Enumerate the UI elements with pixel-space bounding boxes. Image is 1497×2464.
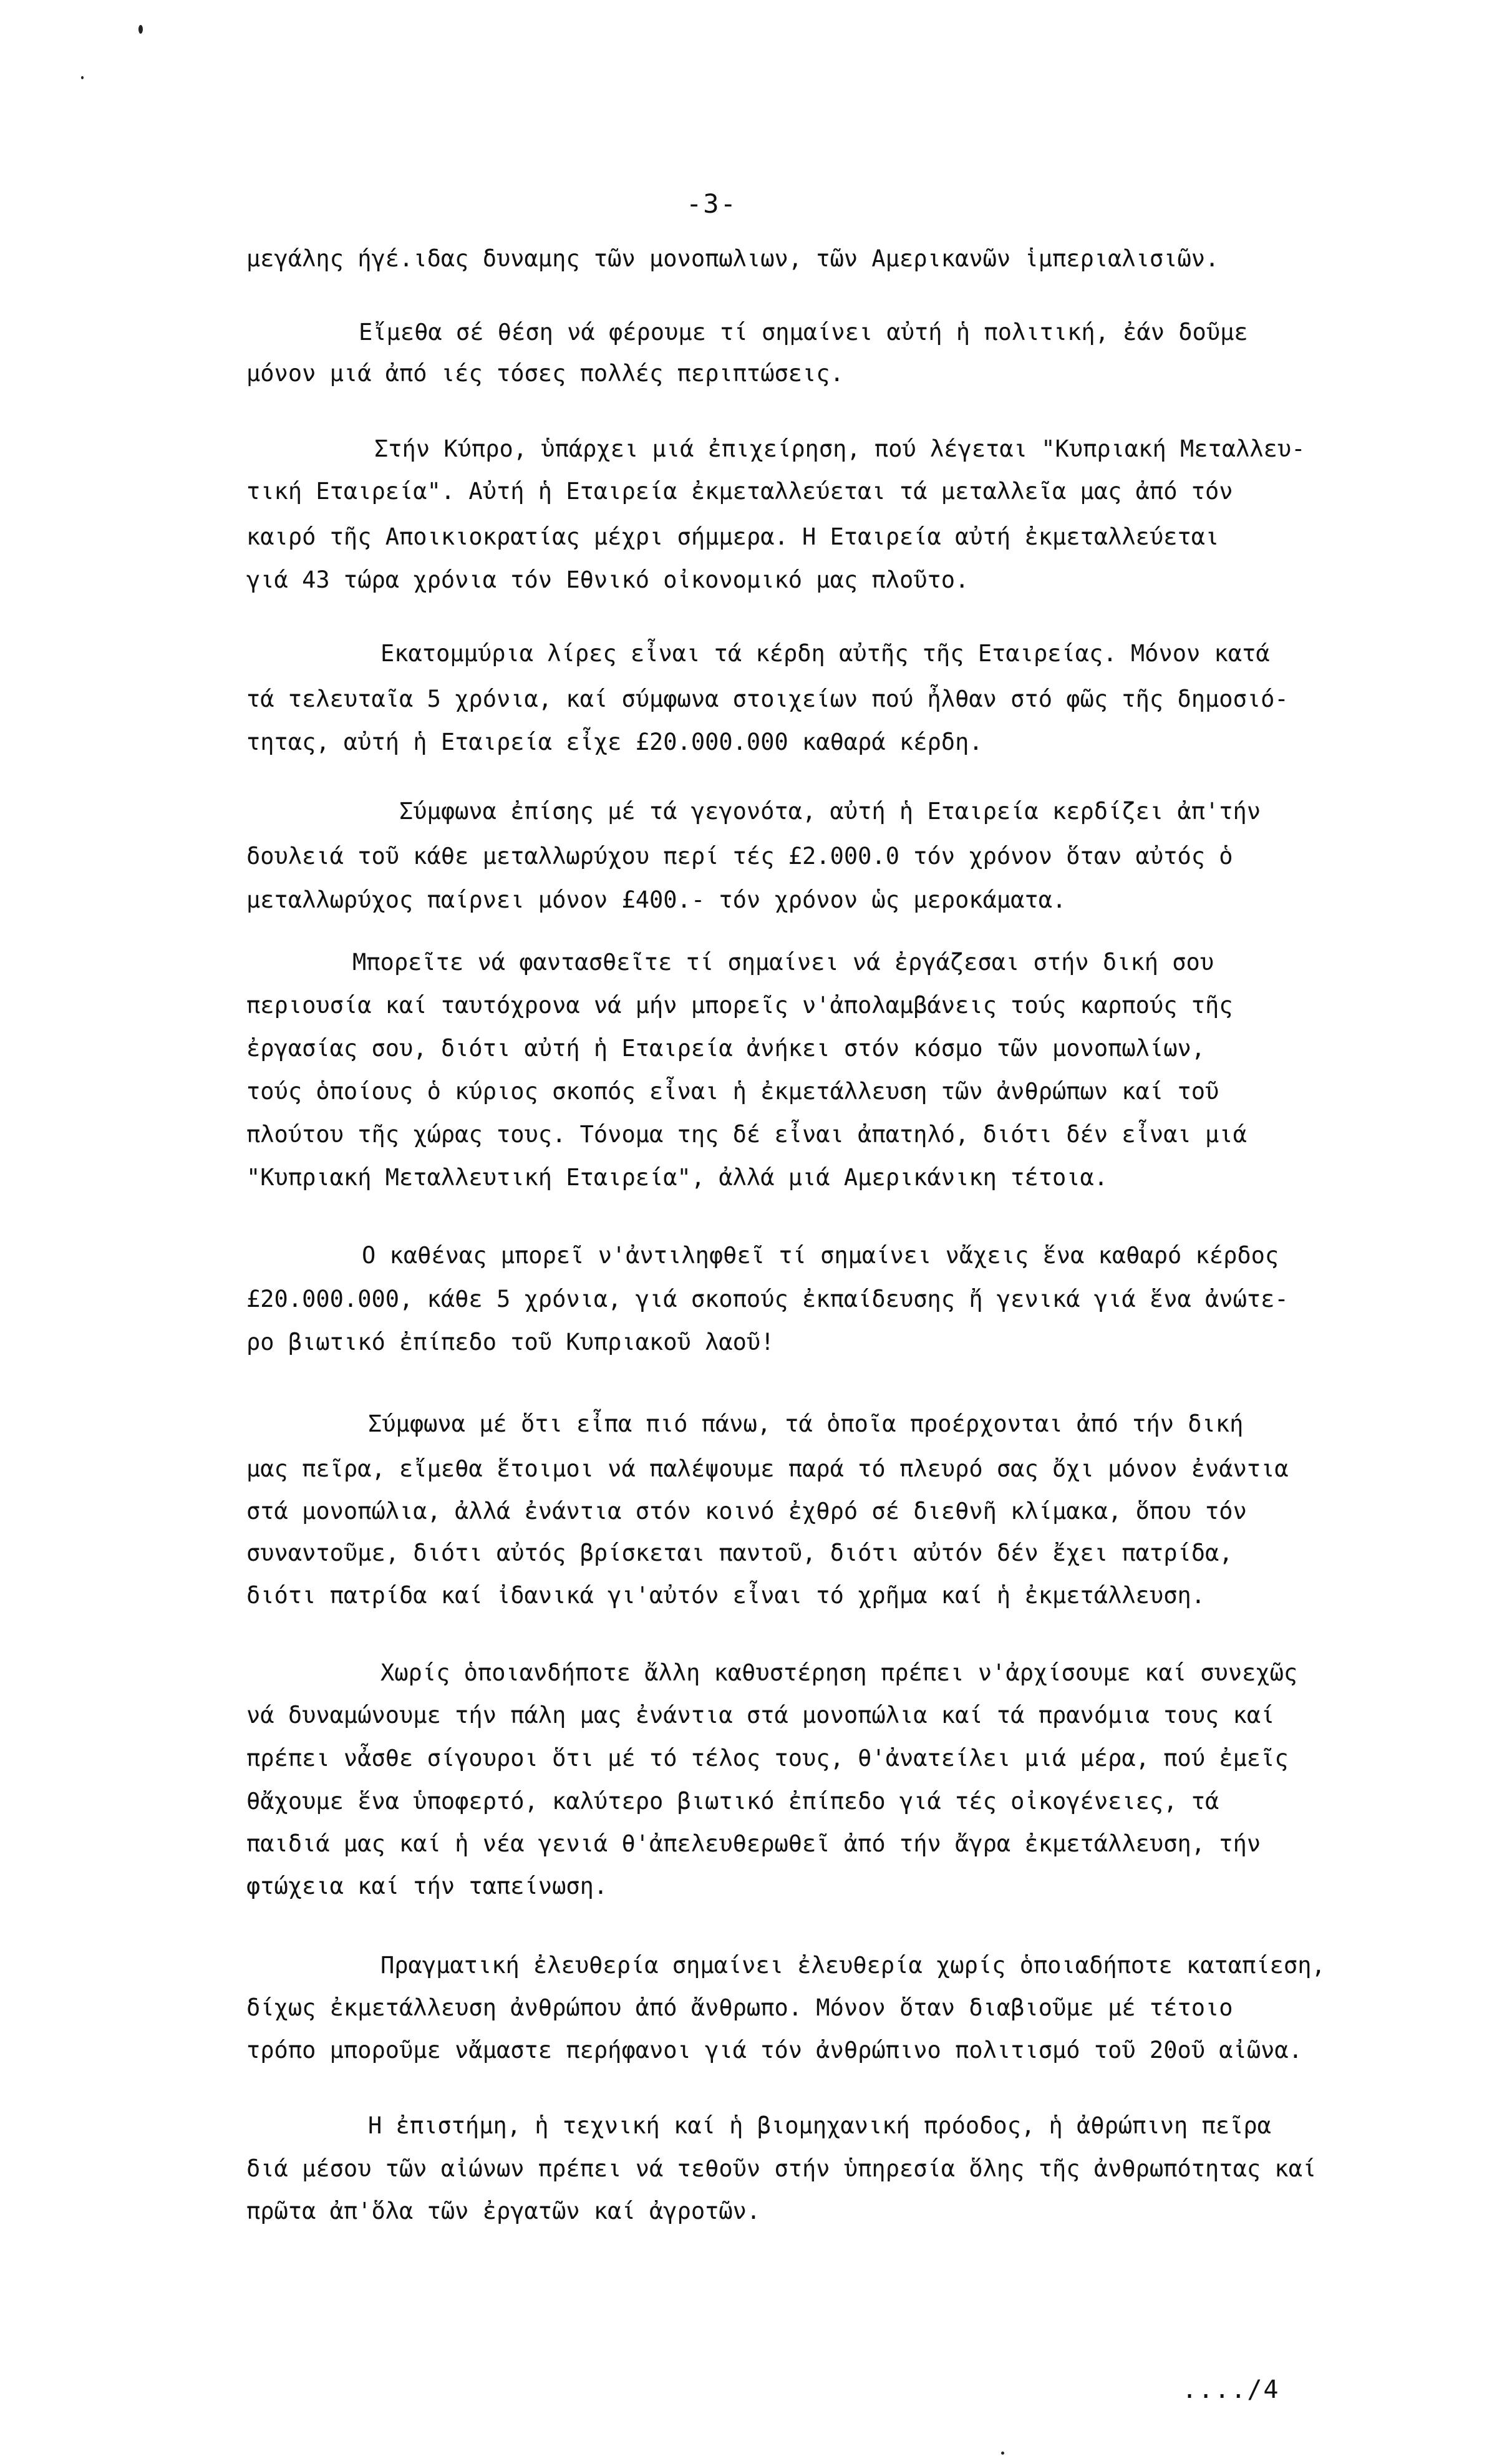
text-line: τητας, αὐτή ἡ Εταιρεία εἶχε £20.000.000 καθαρά κέρδη. [246, 729, 983, 755]
text-line: Εκατομμύρια λίρες εἶναι τά κέρδη αὐτῆς τῆς Εταιρείας. Μόνον κατά [380, 640, 1270, 667]
scan-speck [81, 76, 84, 79]
continuation-marker: ..../4 [1182, 2375, 1280, 2404]
page-number: -3- [686, 188, 737, 219]
text-line: τά τελευταῖα 5 χρόνια, καί σύμφωνα στοιχείων πού ἦλθαν στό φῶς τῆς δημοσιό- [246, 686, 1289, 712]
text-line: δίχως ἐκμετάλλευση ἀνθρώπου ἀπό ἄνθρωπο. Μόνον ὅταν διαβιοῦμε μέ τέτοιο [246, 1994, 1233, 2021]
text-line: Πραγματική ἐλευθερία σημαίνει ἐλευθερία χωρίς ὁποιαδήποτε καταπίεση, [380, 1952, 1325, 1979]
text-line: δουλειά τοῦ κάθε μεταλλωρύχου περί τές £2.000.0 τόν χρόνον ὅταν αὐτός ὁ [246, 843, 1233, 870]
scan-speck [1001, 2452, 1004, 2455]
text-line: περιουσία καί ταυτόχρονα νά μήν μπορεῖς ν'ἀπολαμβάνεις τούς καρπούς τῆς [246, 992, 1233, 1019]
text-line: πλούτου τῆς χώρας τους. Τόνομα της δέ εἶναι ἀπατηλό, διότι δέν εἶναι μιά [246, 1121, 1247, 1148]
text-line: μας πεῖρα, εἴμεθα ἕτοιμοι νά παλέψουμε παρά τό πλευρό σας ὄχι μόνον ἐνάντια [246, 1455, 1289, 1482]
text-line: νά δυναμώνουμε τήν πάλη μας ἐνάντια στά μονοπώλια καί τά πρανόμια τους καί [246, 1702, 1275, 1729]
text-line: τική Εταιρεία". Αὐτή ἡ Εταιρεία ἐκμεταλλεύεται τά μεταλλεῖα μας ἀπό τόν [246, 478, 1233, 505]
text-line: πρέπει νἆσθε σίγουροι ὅτι μέ τό τέλος τους, θ'ἀνατείλει μιά μέρα, πού ἐμεῖς [246, 1745, 1289, 1772]
text-line: Σύμφωνα μέ ὅτι εἶπα πιό πάνω, τά ὁποῖα προέρχονται ἀπό τήν δική [368, 1410, 1244, 1437]
text-line: γιά 43 τώρα χρόνια τόν Εθνικό οἰκονομικό μας πλοῦτο. [246, 566, 969, 593]
scan-speck [138, 25, 143, 34]
text-line: διότι πατρίδα καί ἰδανικά γι'αὐτόν εἶναι τό χρῆμα καί ἡ ἐκμετάλλευση. [246, 1582, 1206, 1609]
text-line: τρόπο μποροῦμε νἄμαστε περήφανοι γιά τόν ἀνθρώπινο πολιτισμό τοῦ 20οῦ αἰῶνα. [246, 2037, 1302, 2064]
text-line: Σύμφωνα ἐπίσης μέ τά γεγονότα, αὐτή ἡ Εταιρεία κερδίζει ἀπ'τήν [399, 798, 1261, 825]
text-line: Εἴμεθα σέ θέση νά φέρουμε τί σημαίνει αὐτή ἡ πολιτική, ἐάν δοῦμε [359, 319, 1248, 346]
text-line: ρο βιωτικό ἐπίπεδο τοῦ Κυπριακοῦ λαοῦ! [246, 1329, 775, 1356]
text-line: θἄχουμε ἕνα ὑποφερτό, καλύτερο βιωτικό ἐπίπεδο γιά τές οἰκογένειες, τά [246, 1788, 1219, 1815]
text-line: μόνον μιά ἀπό ιές τόσες πολλές περιπτώσεις. [246, 360, 844, 387]
text-line: μεγάλης ήγέ.ιδας δυναμης τῶν μονοπωλιων, τῶν Αμερικανῶν ἱμπεριαλισιῶν. [246, 245, 1219, 272]
text-line: πρῶτα ἀπ'ὅλα τῶν ἐργατῶν καί ἀγροτῶν. [246, 2198, 761, 2224]
text-line: παιδιά μας καί ἡ νέα γενιά θ'ἀπελευθερωθεῖ ἀπό τήν ἄγρα ἐκμετάλλευση, τήν [246, 1830, 1261, 1857]
text-line: τούς ὁποίους ὁ κύριος σκοπός εἶναι ἡ ἐκμετάλλευση τῶν ἀνθρώπων καί τοῦ [246, 1078, 1219, 1105]
text-line: μεταλλωρύχος παίρνει μόνον £400.- τόν χρόνον ὡς μεροκάματα. [246, 886, 1067, 913]
text-line: Χωρίς ὁποιανδήποτε ἄλλη καθυστέρηση πρέπει ν'ἀρχίσουμε καί συνεχῶς [380, 1659, 1298, 1686]
text-line: £20.000.000, κάθε 5 χρόνια, γιά σκοπούς ἐκπαίδευσης ἤ γενικά γιά ἕνα ἀνώτε- [246, 1286, 1289, 1312]
text-line: φτώχεια καί τήν ταπείνωση. [246, 1873, 608, 1899]
text-line: καιρό τῆς Αποικιοκρατίας μέχρι σήμμερα. Η Εταιρεία αὐτή ἐκμεταλλεύεται [246, 523, 1219, 550]
text-line: Στήν Κύπρο, ὑπάρχει μιά ἐπιχείρηση, πού λέγεται "Κυπριακή Μεταλλευ- [374, 435, 1306, 462]
text-line: Ο καθένας μπορεῖ ν'ἀντιληφθεῖ τί σημαίνει νἄχεις ἕνα καθαρό κέρδος [362, 1242, 1279, 1269]
text-line: στά μονοπώλια, ἀλλά ἐνάντια στόν κοινό ἐχθρό σέ διεθνῆ κλίμακα, ὅπου τόν [246, 1498, 1247, 1525]
text-line: συναντοῦμε, διότι αὐτός βρίσκεται παντοῦ, διότι αὐτόν δέν ἔχει πατρίδα, [246, 1540, 1233, 1566]
text-line: Η ἐπιστήμη, ἡ τεχνική καί ἡ βιομηχανική πρόοδος, ἡ ἀθρώπινη πεῖρα [368, 2112, 1271, 2139]
text-line: Μπορεῖτε νά φαντασθεῖτε τί σημαίνει νά ἐργάζεσαι στήν δική σου [352, 949, 1214, 976]
text-line: ἐργασίας σου, διότι αὐτή ἡ Εταιρεία ἀνήκει στόν κόσμο τῶν μονοπωλίων, [246, 1035, 1206, 1062]
text-line: διά μέσου τῶν αἰώνων πρέπει νά τεθοῦν στήν ὑπηρεσία ὅλης τῆς ἀνθρωπότητας καί [246, 2155, 1317, 2182]
text-line: "Κυπριακή Μεταλλευτική Εταιρεία", ἀλλά μιά Αμερικάνικη τέτοια. [246, 1164, 1108, 1191]
